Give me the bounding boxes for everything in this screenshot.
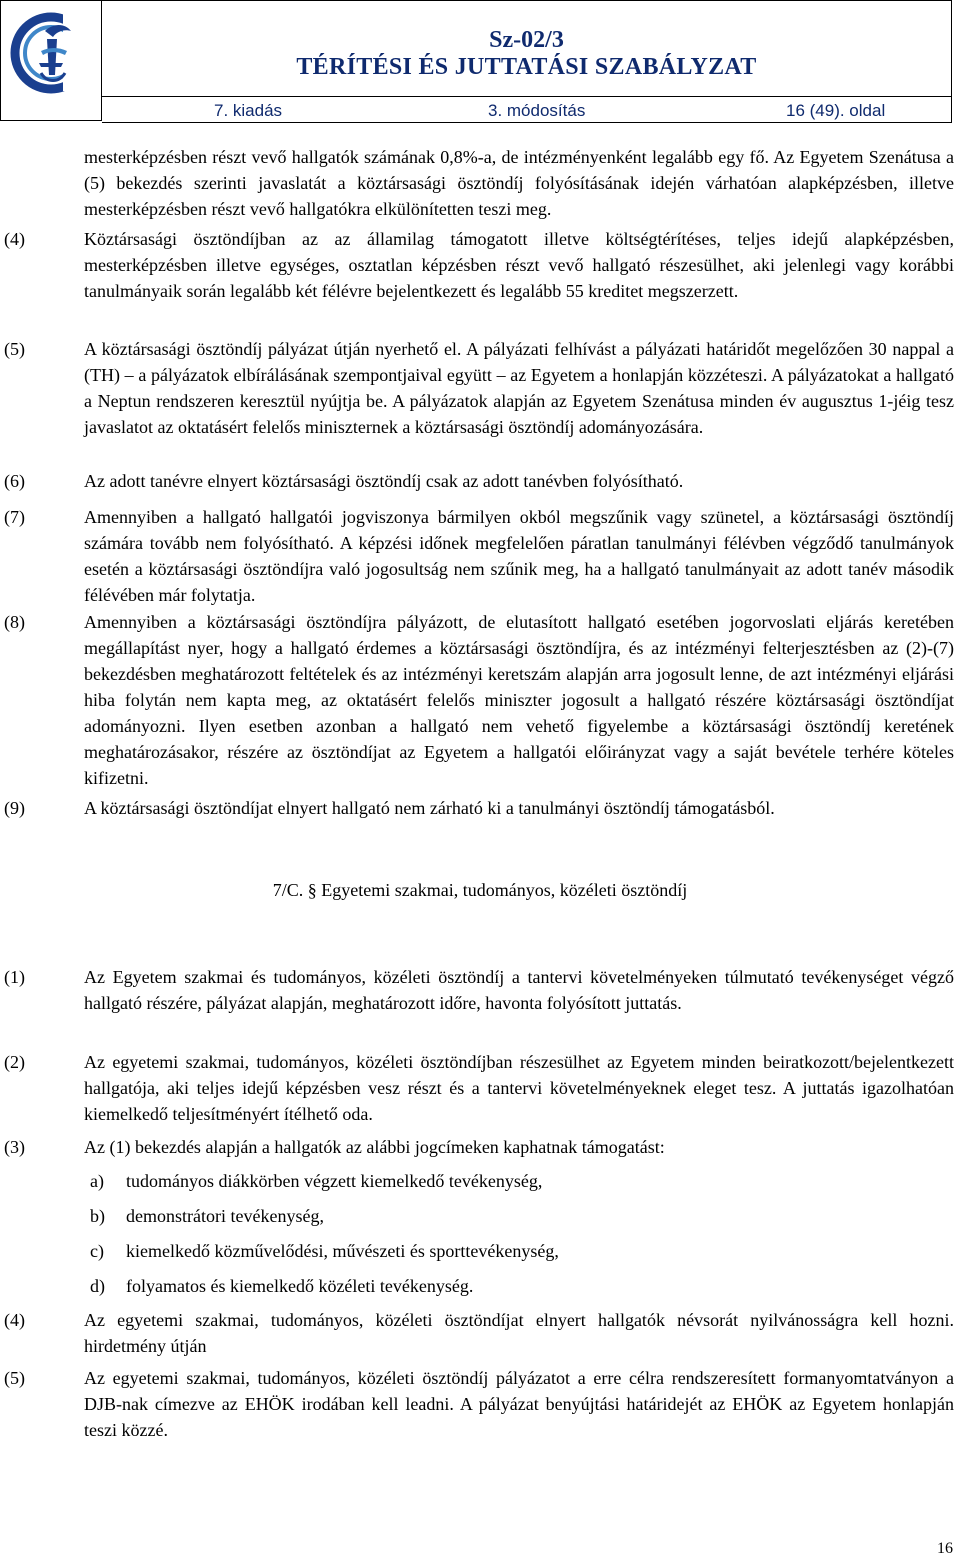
paragraph-number: (9): [4, 798, 25, 818]
paragraph-number: (2): [4, 1052, 25, 1072]
list-item-text: folyamatos és kiemelkedő közéleti tevékenység.: [126, 1276, 474, 1296]
paragraph-number: (8): [4, 612, 25, 632]
edition-label: 7. kiadás: [214, 101, 283, 120]
intro-paragraph: mesterképzésben részt vevő hallgatók számának 0,8%-a, de intézményenként legalább egy fő. Az Egyetem Szenátusa a (5) bekezdés szerinti javaslatát a köztársasági ösztöndíj folyósításának idején várhatóan alapképzésben, illetve mesterképzésben részt vevő hallgatókra elkülönítetten teszi meg.: [84, 147, 954, 219]
header-info-row: [102, 96, 952, 123]
logo-box: [0, 0, 102, 121]
list-item-label: d): [90, 1276, 105, 1296]
paragraph-text: Az Egyetem szakmai és tudományos, közéleti ösztöndíj a tantervi követelményeken túlmutató tevékenységet végző hallgató részére, pályázat alapján, meghatározott időre, havonta folyósított juttatás.: [84, 967, 954, 1013]
list-item-label: c): [90, 1241, 104, 1261]
paragraph-number: (7): [4, 507, 25, 527]
paragraph-text: Az egyetemi szakmai, tudományos, közéleti ösztöndíjat elnyert hallgatók névsorát nyilvánosságra kell hozni. hirdetmény útján: [84, 1310, 954, 1356]
paragraph-text: A köztársasági ösztöndíj pályázat útján nyerhető el. A pályázati felhívást a pályázati határidőt megelőzően 30 nappal a (TH) – a pályázatok elbírálásának szempontjaival együtt – az Egyetem a honlapján közzéteszi. A pályázatokat a hallgató a Neptun rendszeren keresztül nyújtja be. A pályázatok alapján az Egyetem Szenátusa minden év augusztus 1-jéig tesz javaslatot az oktatásért felelős miniszternek a köztársasági ösztöndíj adományozására.: [84, 339, 954, 437]
list-item-label: b): [90, 1206, 105, 1226]
paragraph-text: A köztársasági ösztöndíjat elnyert hallgató nem zárható ki a tanulmányi ösztöndíj támogatásból.: [84, 798, 775, 818]
paragraph-number: (5): [4, 339, 25, 359]
paragraph-number: (6): [4, 471, 25, 491]
section-heading: 7/C. § Egyetemi szakmai, tudományos, közéleti ösztöndíj: [272, 880, 688, 900]
paragraph-text: Köztársasági ösztöndíjban az az államilag támogatott illetve költségtérítéses, teljes idejű alapképzésben, mesterképzésben illetve egységes, osztatlan képzésben részt vevő hallgató részesülhet, aki jelenlegi vagy korábbi tanulmányaik során legalább két félévre bejelentkezett és legalább 55 kreditet megszerzett.: [84, 229, 954, 301]
modification-label: 3. módosítás: [488, 101, 586, 120]
page-number: 16: [937, 1540, 953, 1557]
list-item-text: demonstrátori tevékenység,: [126, 1206, 324, 1226]
paragraph-number: (4): [4, 229, 25, 249]
paragraph-text: Amennyiben a hallgató hallgatói jogviszonya bármilyen okból megszűnik vagy szünetel, a köztársasági ösztöndíj számára tovább nem folyósítható. A képzési időnek megfelelően páratlan tanulmányi félévben végződő tanulmányok esetén a köztársasági ösztöndíjra való jogosultság nem szűnik meg, ha a hallgató tanulmányait az adott tanév második félévében már folytatja.: [84, 507, 954, 605]
paragraph-text: Az adott tanévre elnyert köztársasági ösztöndíj csak az adott tanévben folyósítható.: [84, 471, 684, 491]
paragraph-text: Amennyiben a köztársasági ösztöndíjra pályázott, de elutasított hallgató esetében jogorvoslati eljárás keretében megállapítást nyer, hogy a hallgató érdemes a köztársasági ösztöndíjra, és az intézményi felterjesztésben az (2)-(7) bekezdésben meghatározott feltételek és az intézményi keretszám alapján arra jogosult lenne, de azt intézményi eljárási hiba folytán nem kapta meg, az oktatásért felelős miniszter jogosult a hallgató részére köztársasági ösztöndíjat adományozni. Ilyen esetben azonban a hallgató nem vehető figyelembe a köztársasági ösztöndíj keretének meghatározásakor, részére az ösztöndíjat az Egyetem a hallgatói előirányzat vagy a saját bevétele terhére köteles kifizetni.: [84, 612, 954, 788]
paragraph-text: Az egyetemi szakmai, tudományos, közéleti ösztöndíjban részesülhet az Egyetem minden beiratkozott/bejelentkezett hallgatója, aki teljes idejű képzésben vesz részt és a tantervi követelményeknek eleget tesz. A juttatás igazolhatóan kiemelkedő teljesítményért ítélhető oda.: [84, 1052, 954, 1124]
page-label: 16 (49). oldal: [786, 101, 886, 120]
document-header: [0, 0, 952, 123]
document-title: TÉRÍTÉSI ÉS JUTTATÁSI SZABÁLYZAT: [296, 54, 757, 80]
paragraph-number: (4): [4, 1310, 25, 1330]
list-item-label: a): [90, 1171, 104, 1191]
document-code: Sz-02/3: [489, 27, 564, 53]
paragraph-number: (1): [4, 967, 25, 987]
paragraph-number: (3): [4, 1137, 25, 1157]
paragraph-number: (5): [4, 1368, 25, 1388]
paragraph-text: Az (1) bekezdés alapján a hallgatók az alábbi jogcímeken kaphatnak támogatást:: [84, 1137, 665, 1157]
university-logo-icon: [1, 1, 100, 119]
list-item-text: kiemelkedő közművelődési, művészeti és sporttevékenység,: [126, 1241, 559, 1261]
list-item-text: tudományos diákkörben végzett kiemelkedő tevékenység,: [126, 1171, 543, 1191]
title-box: [102, 0, 952, 97]
paragraph-text: Az egyetemi szakmai, tudományos, közéleti ösztöndíj pályázatot a erre célra rendszeresített formanyomtatványon a DJB-nak címezve az EHÖK irodában kell leadni. A pályázat benyújtási határidejét az EHÖK az Egyetem honlapján teszi közzé.: [84, 1368, 954, 1440]
